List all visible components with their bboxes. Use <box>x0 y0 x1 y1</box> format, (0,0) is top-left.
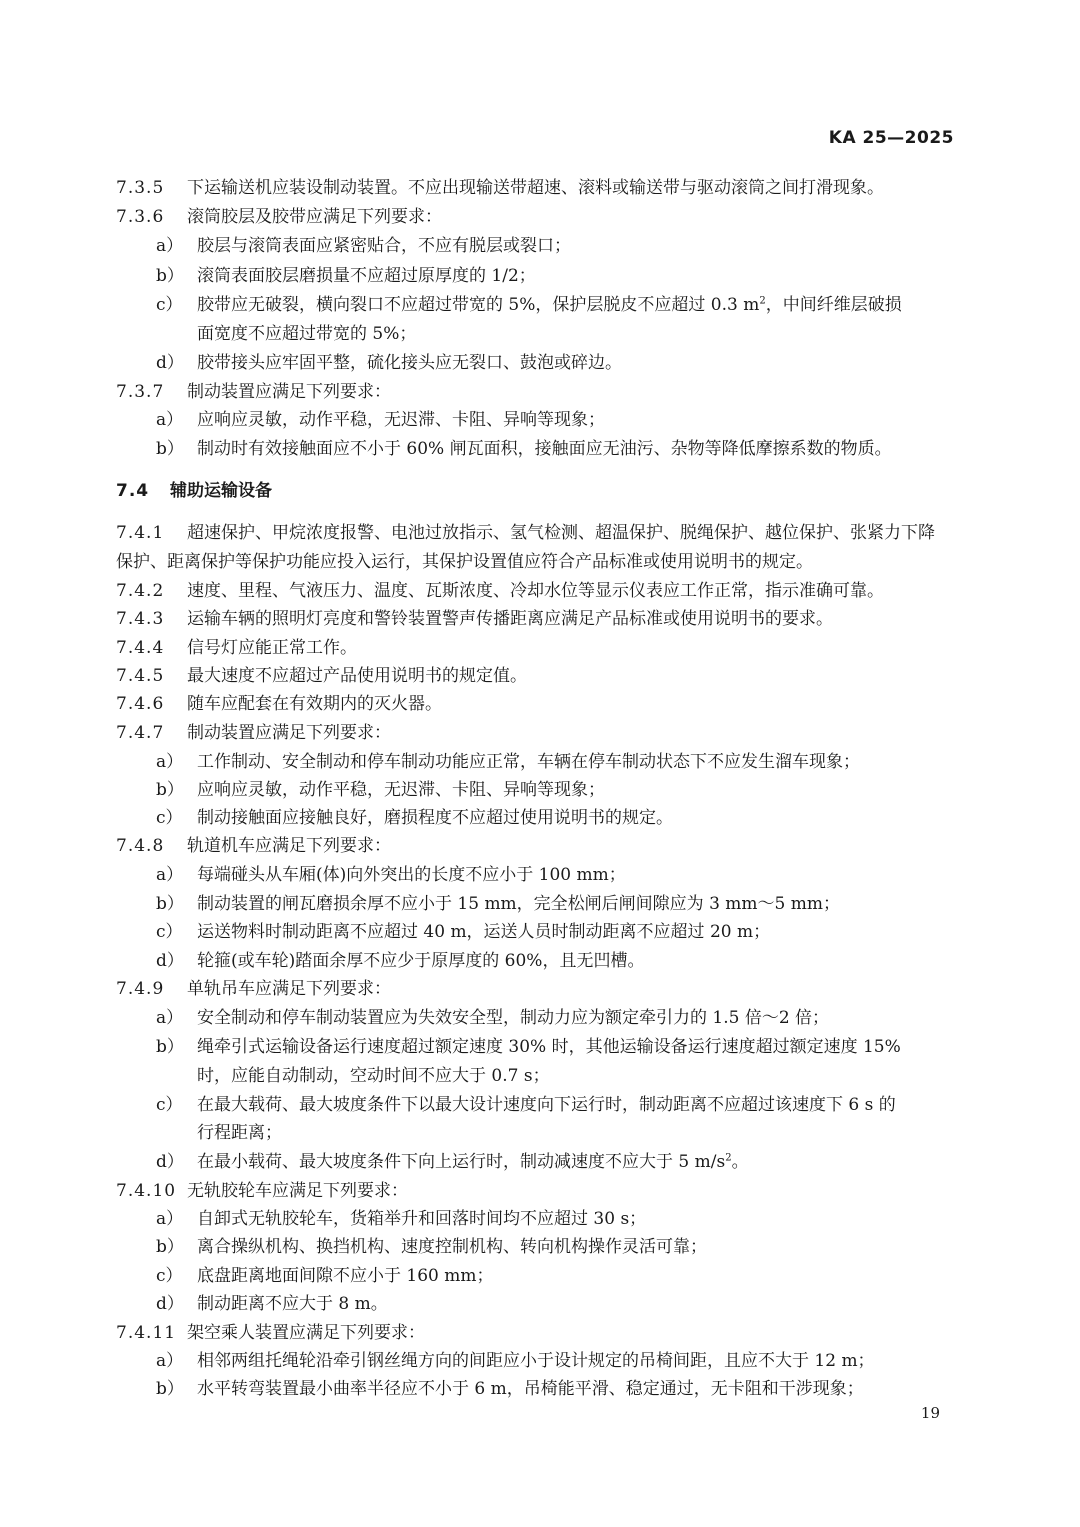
item-label: d） <box>156 353 184 373</box>
clause-number: 7.4.5 <box>116 666 165 686</box>
list-item <box>0 261 1080 291</box>
item-text: 轮箍(或车轮)踏面余厚不应少于原厚度的 60%，且无凹槽。 <box>197 951 645 971</box>
item-label: b） <box>156 1237 184 1257</box>
item-label: a） <box>156 1209 184 1229</box>
list-item <box>0 775 1080 805</box>
item-text: 滚筒表面胶层磨损量不应超过原厚度的 1/2； <box>197 266 536 286</box>
list-item <box>0 1204 1080 1234</box>
clause-number: 7.3.6 <box>116 207 165 227</box>
clause-text: 无轨胶轮车应满足下列要求： <box>187 1181 408 1201</box>
item-label: c） <box>156 1095 183 1115</box>
item-label: a） <box>156 865 184 885</box>
clause-7-4-8 <box>0 831 1080 861</box>
clause-7-4-5 <box>0 661 1080 691</box>
item-label: c） <box>156 922 183 942</box>
list-item <box>0 917 1080 947</box>
item-label: d） <box>156 1152 184 1172</box>
clause-7-4-4 <box>0 633 1080 663</box>
clause-7-4-3 <box>0 604 1080 634</box>
list-item <box>0 803 1080 833</box>
list-item <box>0 946 1080 976</box>
item-label: b） <box>156 780 184 800</box>
item-text: 制动接触面应接触良好，磨损程度不应超过使用说明书的规定。 <box>197 808 673 828</box>
item-text: 安全制动和停车制动装置应为失效安全型，制动力应为额定牵引力的 1.5 倍～2 倍； <box>197 1008 830 1028</box>
item-text: 行程距离； <box>197 1123 282 1143</box>
clause-text: 滚筒胶层及胶带应满足下列要求： <box>187 207 442 227</box>
item-label: a） <box>156 752 184 772</box>
item-text: 制动距离不应大于 8 m。 <box>197 1294 388 1314</box>
clause-number: 7.4.2 <box>116 581 165 601</box>
item-label: a） <box>156 410 184 430</box>
section-title: 辅助运输设备 <box>170 481 272 501</box>
list-item <box>0 1374 1080 1404</box>
item-text: 水平转弯装置最小曲率半径应不小于 6 m，吊椅能平滑、稳定通过，无卡阻和干涉现象； <box>197 1379 864 1399</box>
clause-number: 7.4.6 <box>116 694 165 714</box>
item-text: 胶带接头应牢固平整，硫化接头应无裂口、鼓泡或碎边。 <box>197 353 622 373</box>
clause-number: 7.4.9 <box>116 979 165 999</box>
item-text: 胶带应无破裂，横向裂口不应超过带宽的 5%，保护层脱皮不应超过 0.3 $m^2$，中间纤维层破损 <box>197 295 902 315</box>
clause-number: 7.4.10 <box>116 1181 177 1201</box>
item-label: c） <box>156 808 183 828</box>
item-label: a） <box>156 1008 184 1028</box>
list-item <box>0 348 1080 378</box>
item-text: 面宽度不应超过带宽的 5%； <box>197 324 417 344</box>
list-item <box>0 1090 1080 1120</box>
item-text: 在最小载荷、最大坡度条件下向上运行时，制动减速度不应大于 5 $m/s^2$。 <box>197 1152 749 1172</box>
clause-number: 7.4.7 <box>116 723 165 743</box>
page-number: 19 <box>920 1404 940 1422</box>
item-text: 自卸式无轨胶轮车，货箱举升和回落时间均不应超过 30 s； <box>197 1209 647 1229</box>
item-label: c） <box>156 295 183 315</box>
list-item <box>0 1032 1080 1062</box>
item-text: 离合操纵机构、换挡机构、速度控制机构、转向机构操作灵活可靠； <box>197 1237 707 1257</box>
list-item <box>0 1346 1080 1376</box>
item-label: a） <box>156 1351 184 1371</box>
item-label: b） <box>156 894 184 914</box>
clause-text: 速度、里程、气液压力、温度、瓦斯浓度、冷却水位等显示仪表应工作正常，指示准确可靠。 <box>187 581 884 601</box>
clause-7-3-5 <box>0 173 1080 203</box>
clause-continuation <box>0 547 1080 577</box>
item-label: d） <box>156 1294 184 1314</box>
item-label: c） <box>156 1266 183 1286</box>
list-item <box>0 747 1080 777</box>
list-item <box>0 1003 1080 1033</box>
clause-7-3-6 <box>0 202 1080 232</box>
list-item <box>0 434 1080 464</box>
clause-number: 7.3.5 <box>116 178 165 198</box>
list-item <box>0 1147 1080 1177</box>
item-label: d） <box>156 951 184 971</box>
clause-text: 单轨吊车应满足下列要求： <box>187 979 391 999</box>
item-text: 绳牵引式运输设备运行速度超过额定速度 30% 时，其他运输设备运行速度超过额定速度 15% <box>197 1037 901 1057</box>
item-text: 工作制动、安全制动和停车制动功能应正常，车辆在停车制动状态下不应发生溜车现象； <box>197 752 860 772</box>
item-text: 相邻两组托绳轮沿牵引钢丝绳方向的间距应小于设计规定的吊椅间距，且应不大于 12 m； <box>197 1351 875 1371</box>
clause-number: 7.4.4 <box>116 638 165 658</box>
clause-text: 运输车辆的照明灯亮度和警铃装置警声传播距离应满足产品标准或使用说明书的要求。 <box>187 609 833 629</box>
section-heading-7-4 <box>0 476 1080 506</box>
item-label: b） <box>156 266 184 286</box>
clause-7-4-11 <box>0 1318 1080 1348</box>
clause-text: 保护、距离保护等保护功能应投入运行，其保护设置值应符合产品标准或使用说明书的规定。 <box>116 552 813 572</box>
clause-number: 7.4.1 <box>116 523 165 543</box>
clause-text: 超速保护、甲烷浓度报警、电池过放指示、氢气检测、超温保护、脱绳保护、越位保护、张紧力下降 <box>187 523 935 543</box>
doc-code: KA 25—2025 <box>828 128 954 148</box>
clause-number: 7.3.7 <box>116 382 165 402</box>
list-item-continuation <box>0 1118 1080 1148</box>
clause-text: 最大速度不应超过产品使用说明书的规定值。 <box>187 666 527 686</box>
item-label: b） <box>156 1379 184 1399</box>
clause-number: 7.4.11 <box>116 1323 177 1343</box>
item-text: 应响应灵敏，动作平稳，无迟滞、卡阻、异响等现象； <box>197 780 605 800</box>
list-item <box>0 1232 1080 1262</box>
clause-text: 信号灯应能正常工作。 <box>187 638 357 658</box>
clause-text: 随车应配套在有效期内的灭火器。 <box>187 694 442 714</box>
item-label: b） <box>156 439 184 459</box>
clause-7-4-10 <box>0 1176 1080 1206</box>
item-text: 胶层与滚筒表面应紧密贴合，不应有脱层或裂口； <box>197 236 571 256</box>
list-item <box>0 889 1080 919</box>
clause-7-3-7 <box>0 377 1080 407</box>
list-item-continuation <box>0 1061 1080 1091</box>
clause-text: 制动装置应满足下列要求： <box>187 382 391 402</box>
section-number: 7.4 <box>116 481 150 501</box>
clause-7-4-6 <box>0 689 1080 719</box>
list-item <box>0 1261 1080 1291</box>
item-text: 每端碰头从车厢(体)向外突出的长度不应小于 100 mm； <box>197 865 626 885</box>
item-text: 时，应能自动制动，空动时间不应大于 0.7 s； <box>197 1066 550 1086</box>
item-text: 底盘距离地面间隙不应小于 160 mm； <box>197 1266 494 1286</box>
clause-number: 7.4.3 <box>116 609 165 629</box>
clause-text: 制动装置应满足下列要求： <box>187 723 391 743</box>
list-item <box>0 231 1080 261</box>
clause-text: 轨道机车应满足下列要求： <box>187 836 391 856</box>
clause-7-4-2 <box>0 576 1080 606</box>
list-item <box>0 860 1080 890</box>
item-text: 在最大载荷、最大坡度条件下以最大设计速度向下运行时，制动距离不应超过该速度下 6 s 的 <box>197 1095 896 1115</box>
clause-number: 7.4.8 <box>116 836 165 856</box>
clause-7-4-7 <box>0 718 1080 748</box>
item-label: a） <box>156 236 184 256</box>
item-text: 运送物料时制动距离不应超过 40 m，运送人员时制动距离不应超过 20 m； <box>197 922 771 942</box>
item-text: 制动时有效接触面应不小于 60% 闸瓦面积，接触面应无油污、杂物等降低摩擦系数的物质。 <box>197 439 892 459</box>
clause-text: 架空乘人装置应满足下列要求： <box>187 1323 425 1343</box>
list-item-continuation <box>0 319 1080 349</box>
list-item <box>0 1289 1080 1319</box>
clause-7-4-9 <box>0 974 1080 1004</box>
clause-7-4-1 <box>0 518 1080 548</box>
list-item <box>0 290 1080 320</box>
item-text: 应响应灵敏，动作平稳，无迟滞、卡阻、异响等现象； <box>197 410 605 430</box>
item-label: b） <box>156 1037 184 1057</box>
item-text: 制动装置的闸瓦磨损余厚不应小于 15 mm，完全松闸后闸间隙应为 3 mm～5 mm； <box>197 894 841 914</box>
clause-text: 下运输送机应装设制动装置。不应出现输送带超速、滚料或输送带与驱动滚筒之间打滑现象。 <box>187 178 884 198</box>
list-item <box>0 405 1080 435</box>
